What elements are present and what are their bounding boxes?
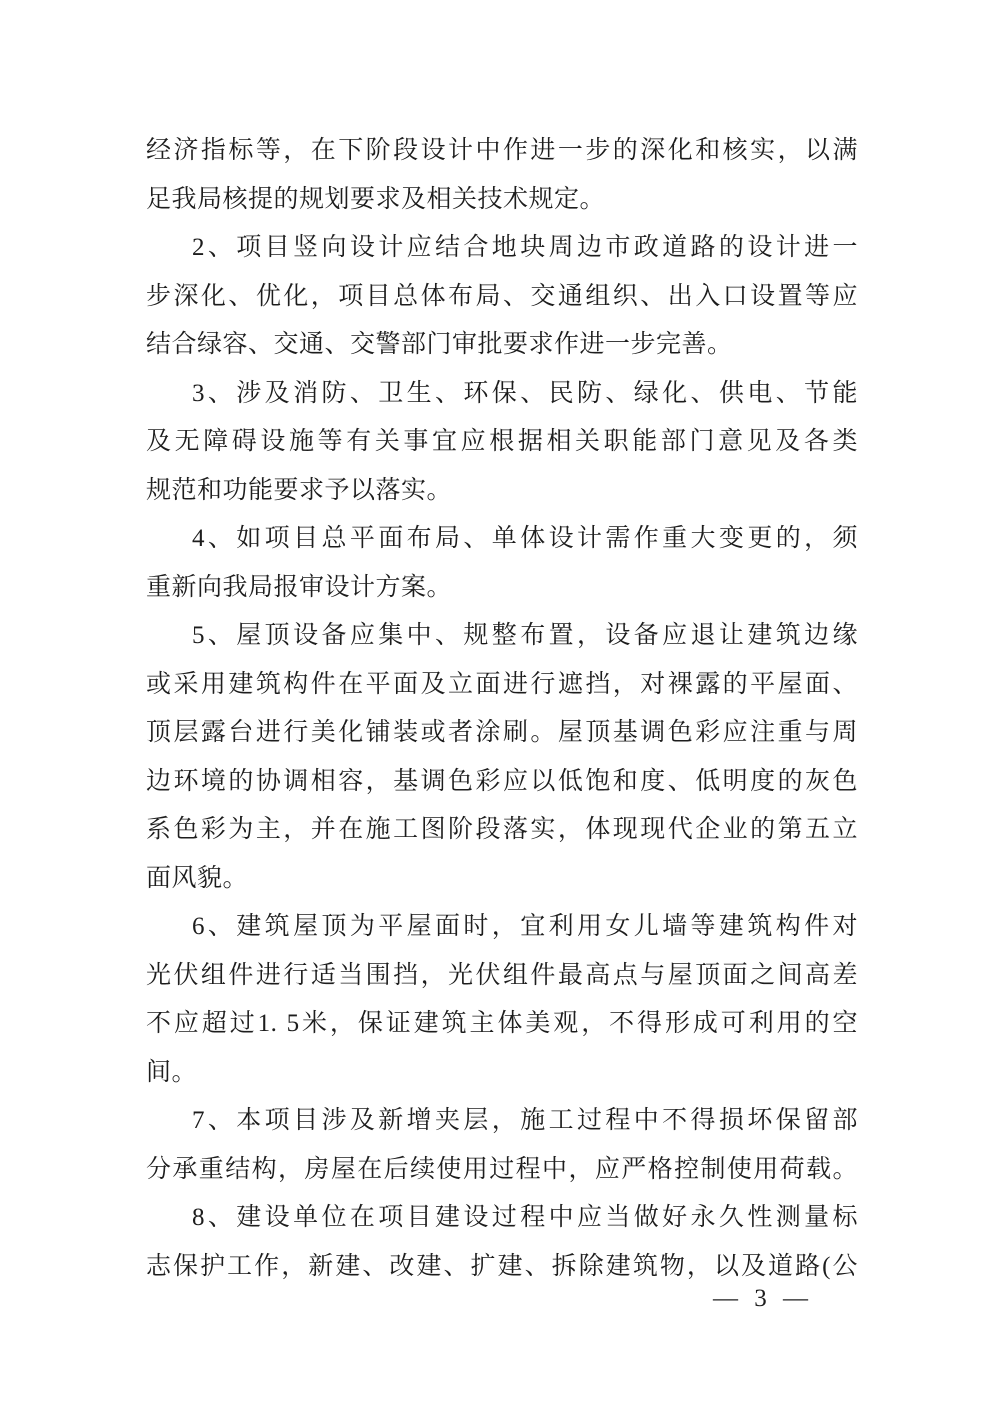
text-line: 步深化、优化，项目总体布局、交通组织、出入口设置等应 — [146, 282, 858, 310]
text-line: 间。 — [146, 1058, 198, 1086]
text-line: 顶层露台进行美化铺装或者涂刷。屋顶基调色彩应注重与周 — [146, 719, 858, 746]
text-line: 志保护工作，新建、改建、扩建、拆除建筑物，以及道路(公 — [146, 1252, 858, 1280]
text-line: 面风貌。 — [146, 864, 249, 892]
text-line: 5、屋顶设备应集中、规整布置，设备应退让建筑边缘 — [192, 622, 858, 649]
text-line: 边环境的协调相容，基调色彩应以低饱和度、低明度的灰色 — [146, 767, 858, 795]
text-line: 结合绿容、交通、交警部门审批要求作进一步完善。 — [146, 331, 733, 358]
text-line: 光伏组件进行适当围挡，光伏组件最高点与屋顶面之间高差 — [146, 961, 858, 989]
text-line: 3、涉及消防、卫生、环保、民防、绿化、供电、节能 — [192, 379, 858, 407]
text-line: 4、如项目总平面布局、单体设计需作重大变更的，须 — [192, 525, 858, 552]
text-line: 8、建设单位在项目建设过程中应当做好永久性测量标 — [192, 1204, 858, 1231]
text-line: 不应超过1. 5米，保证建筑主体美观，不得形成可利用的空 — [146, 1010, 858, 1037]
text-line: 6、建筑屋顶为平屋面时，宜利用女儿墙等建筑构件对 — [192, 913, 858, 940]
text-line: 规范和功能要求予以落实。 — [146, 476, 453, 504]
text-line: 或采用建筑构件在平面及立面进行遮挡，对裸露的平屋面、 — [146, 670, 858, 698]
text-line: 2、项目竖向设计应结合地块周边市政道路的设计进一 — [192, 234, 858, 261]
text-line: 分承重结构，房屋在后续使用过程中，应严格控制使用荷载。 — [146, 1155, 858, 1183]
text-line: 足我局核提的规划要求及相关技术规定。 — [146, 185, 606, 213]
text-line: 系色彩为主，并在施工图阶段落实，体现现代企业的第五立 — [146, 816, 858, 843]
text-line: 7、本项目涉及新增夹层，施工过程中不得损坏保留部 — [192, 1107, 858, 1134]
text-block — [146, 127, 858, 1291]
text-line: 重新向我局报审设计方案。 — [146, 573, 453, 601]
page-number: — 3 — — [713, 1285, 813, 1312]
text-line: 经济指标等，在下阶段设计中作进一步的深化和核实，以满 — [146, 137, 858, 164]
text-line: 及无障碍设施等有关事宜应根据相关职能部门意见及各类 — [146, 428, 858, 455]
